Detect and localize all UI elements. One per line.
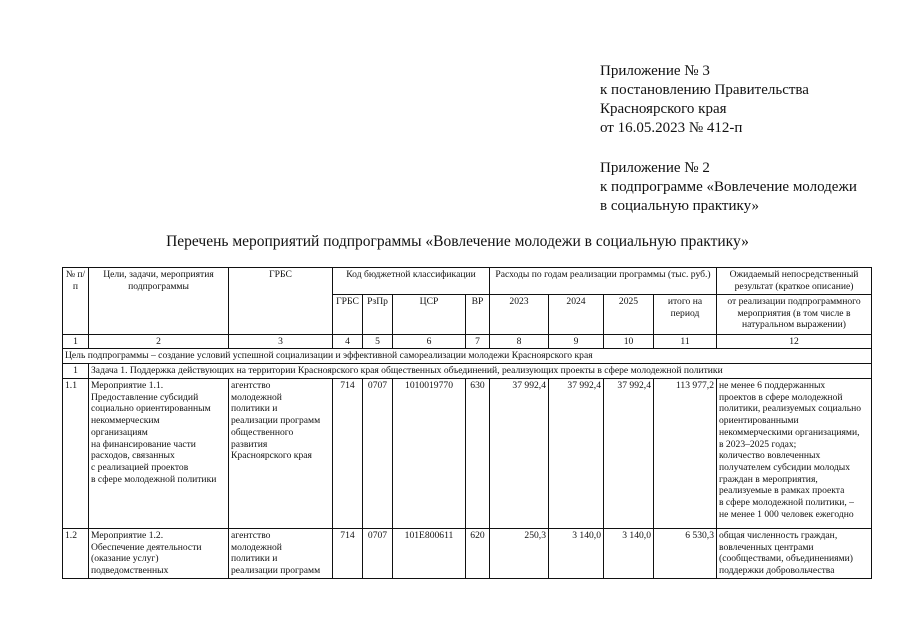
row-vr: 620 <box>466 529 490 579</box>
row-2023: 250,3 <box>490 529 549 579</box>
row-2023: 37 992,4 <box>490 379 549 529</box>
row-2024: 3 140,0 <box>549 529 604 579</box>
header-budget-code: Код бюджетной классификации <box>333 268 490 295</box>
header-grbs-code: ГРБС <box>333 295 363 335</box>
row-activity: Мероприятие 1.2. Обеспечение деятельности (оказание услуг) подведомственных <box>89 529 229 579</box>
column-number: 12 <box>717 335 872 349</box>
header-row-top <box>63 268 872 295</box>
row-grbs: агентство молодежной политики и реализации программ <box>229 529 333 579</box>
row-num: 1.2 <box>63 529 89 579</box>
header-result: Ожидаемый непосредственный результат (краткое описание) <box>717 268 872 295</box>
row-grbs-code: 714 <box>333 379 363 529</box>
task-row <box>63 364 872 379</box>
column-number: 1 <box>63 335 89 349</box>
column-number-row <box>63 335 872 349</box>
table-row <box>63 529 872 579</box>
header-vr: ВР <box>466 295 490 335</box>
header-num: № п/п <box>63 268 89 335</box>
header-total: итого на период <box>654 295 717 335</box>
row-num: 1.1 <box>63 379 89 529</box>
row-csr: 101E800611 <box>393 529 466 579</box>
header-expenses: Расходы по годам реализации программы (тыс. руб.) <box>490 268 717 295</box>
row-csr: 1010019770 <box>393 379 466 529</box>
header-rzpr: РзПр <box>363 295 393 335</box>
appendix-3-date: от 16.05.2023 № 412-п <box>600 120 743 136</box>
row-rzpr: 0707 <box>363 379 393 529</box>
header-result-sub: от реализации подпрограммного мероприятия (в том числе в натуральном выражении) <box>717 295 872 335</box>
column-number: 10 <box>604 335 654 349</box>
row-grbs: агентство молодежной политики и реализации программ общественного развития Красноярского края <box>229 379 333 529</box>
column-number: 9 <box>549 335 604 349</box>
row-activity: Мероприятие 1.1. Предоставление субсидий социально ориентированным некоммерческим организациям на финансирование части расходов, связанных с реализацией проектов в сфере молодежной политики <box>89 379 229 529</box>
goal-text: Цель подпрограммы – создание условий успешной социализации и эффективной самореализации молодежи Красноярского края <box>63 349 872 364</box>
appendix-2-subprogram: в социальную практику» <box>600 198 759 214</box>
document-title: Перечень мероприятий подпрограммы «Вовлечение молодежи в социальную практику» <box>166 233 749 250</box>
column-number: 6 <box>393 335 466 349</box>
appendix-3-reference: к постановлению Правительства <box>600 82 809 98</box>
row-2024: 37 992,4 <box>549 379 604 529</box>
header-goals: Цели, задачи, мероприятия подпрограммы <box>89 268 229 335</box>
table-row <box>63 379 872 529</box>
row-vr: 630 <box>466 379 490 529</box>
row-result: не менее 6 поддержанных проектов в сфере молодежной политики, реализуемых социально ориентированными некоммерческими организациями, в 2023–2025 годах; количество вовлеченных получателем субсидии молодых граждан в мероприятия, реализуемые в рамках проекта в сфере молодежной политики, – не менее 1 000 человек ежегодно <box>717 379 872 529</box>
header-2024: 2024 <box>549 295 604 335</box>
appendix-3-title: Приложение № 3 <box>600 63 710 79</box>
column-number: 4 <box>333 335 363 349</box>
column-number: 5 <box>363 335 393 349</box>
column-number: 3 <box>229 335 333 349</box>
row-2025: 37 992,4 <box>604 379 654 529</box>
header-2023: 2023 <box>490 295 549 335</box>
row-total: 113 977,2 <box>654 379 717 529</box>
row-rzpr: 0707 <box>363 529 393 579</box>
appendix-2-reference: к подпрограмме «Вовлечение молодежи <box>600 179 857 195</box>
header-csr: ЦСР <box>393 295 466 335</box>
column-number: 11 <box>654 335 717 349</box>
column-number: 2 <box>89 335 229 349</box>
appendix-2-title: Приложение № 2 <box>600 160 710 176</box>
row-total: 6 530,3 <box>654 529 717 579</box>
header-2025: 2025 <box>604 295 654 335</box>
column-number: 7 <box>466 335 490 349</box>
row-2025: 3 140,0 <box>604 529 654 579</box>
goal-row <box>63 349 872 364</box>
task-num: 1 <box>63 364 89 379</box>
appendix-3-block <box>600 62 857 216</box>
activities-table <box>62 267 872 579</box>
header-grbs: ГРБС <box>229 268 333 335</box>
row-result: общая численность граждан, вовлеченных центрами (сообществами, объединениями) поддержки добровольчества <box>717 529 872 579</box>
task-text: Задача 1. Поддержка действующих на территории Красноярского края общественных объединений, реализующих проекты в сфере молодежной политики <box>89 364 872 379</box>
appendix-3-region: Красноярского края <box>600 101 727 117</box>
column-number: 8 <box>490 335 549 349</box>
row-grbs-code: 714 <box>333 529 363 579</box>
